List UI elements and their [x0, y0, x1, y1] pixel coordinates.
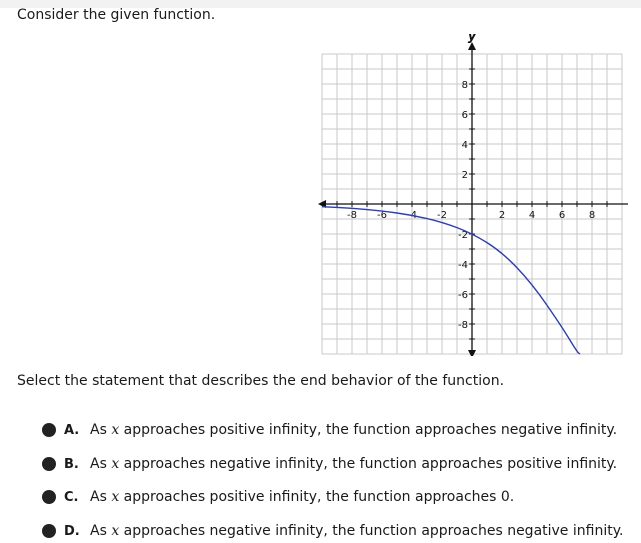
y-tick-label: -8 — [458, 320, 468, 331]
choice-a[interactable] — [42, 420, 617, 440]
choice-a-text: As x approaches positive infinity, the function approaches negative infinity. — [90, 422, 618, 438]
function-curve — [322, 207, 580, 354]
y-axis-label: y — [467, 34, 477, 44]
x-tick-label: -2 — [437, 210, 447, 221]
x-tick-label: 4 — [528, 210, 536, 221]
y-tick-label: 4 — [461, 140, 468, 151]
y-tick-label: -2 — [458, 230, 468, 241]
y-tick-label: 2 — [461, 170, 468, 181]
choice-d[interactable] — [42, 521, 623, 541]
question-prompt: Consider the given function. — [17, 7, 216, 23]
choice-a-letter: A. — [64, 422, 80, 438]
question-instruction: Select the statement that describes the end behavior of the function. — [17, 373, 505, 389]
x-tick-label: -8 — [347, 210, 357, 221]
y-tick-label: -6 — [458, 290, 468, 301]
y-axis-arrow-down — [468, 350, 476, 356]
radio-bullet-b[interactable] — [42, 457, 56, 471]
x-tick-label: -4 — [407, 210, 417, 221]
x-tick-label: 8 — [588, 210, 596, 221]
choice-c[interactable] — [42, 487, 514, 507]
choice-b-text: As x approaches negative infinity, the function approaches positive infinity. — [90, 456, 618, 472]
y-tick-label: 6 — [461, 110, 468, 121]
function-graph — [318, 34, 628, 356]
choice-c-text: As x approaches positive infinity, the function approaches 0. — [90, 489, 515, 505]
choice-c-letter: C. — [64, 489, 79, 505]
y-tick-label: -4 — [458, 260, 468, 271]
x-tick-label: 2 — [498, 210, 506, 221]
radio-bullet-d[interactable] — [42, 524, 56, 538]
x-tick-label: 6 — [558, 210, 566, 221]
radio-bullet-c[interactable] — [42, 490, 56, 504]
x-tick-label: -6 — [377, 210, 387, 221]
y-tick-label: 8 — [461, 80, 468, 91]
radio-bullet-a[interactable] — [42, 423, 56, 437]
choice-d-letter: D. — [64, 523, 80, 539]
choice-d-text: As x approaches negative infinity, the function approaches negative infinity. — [90, 523, 624, 539]
choice-b-letter: B. — [64, 456, 79, 472]
choice-b[interactable] — [42, 454, 617, 474]
